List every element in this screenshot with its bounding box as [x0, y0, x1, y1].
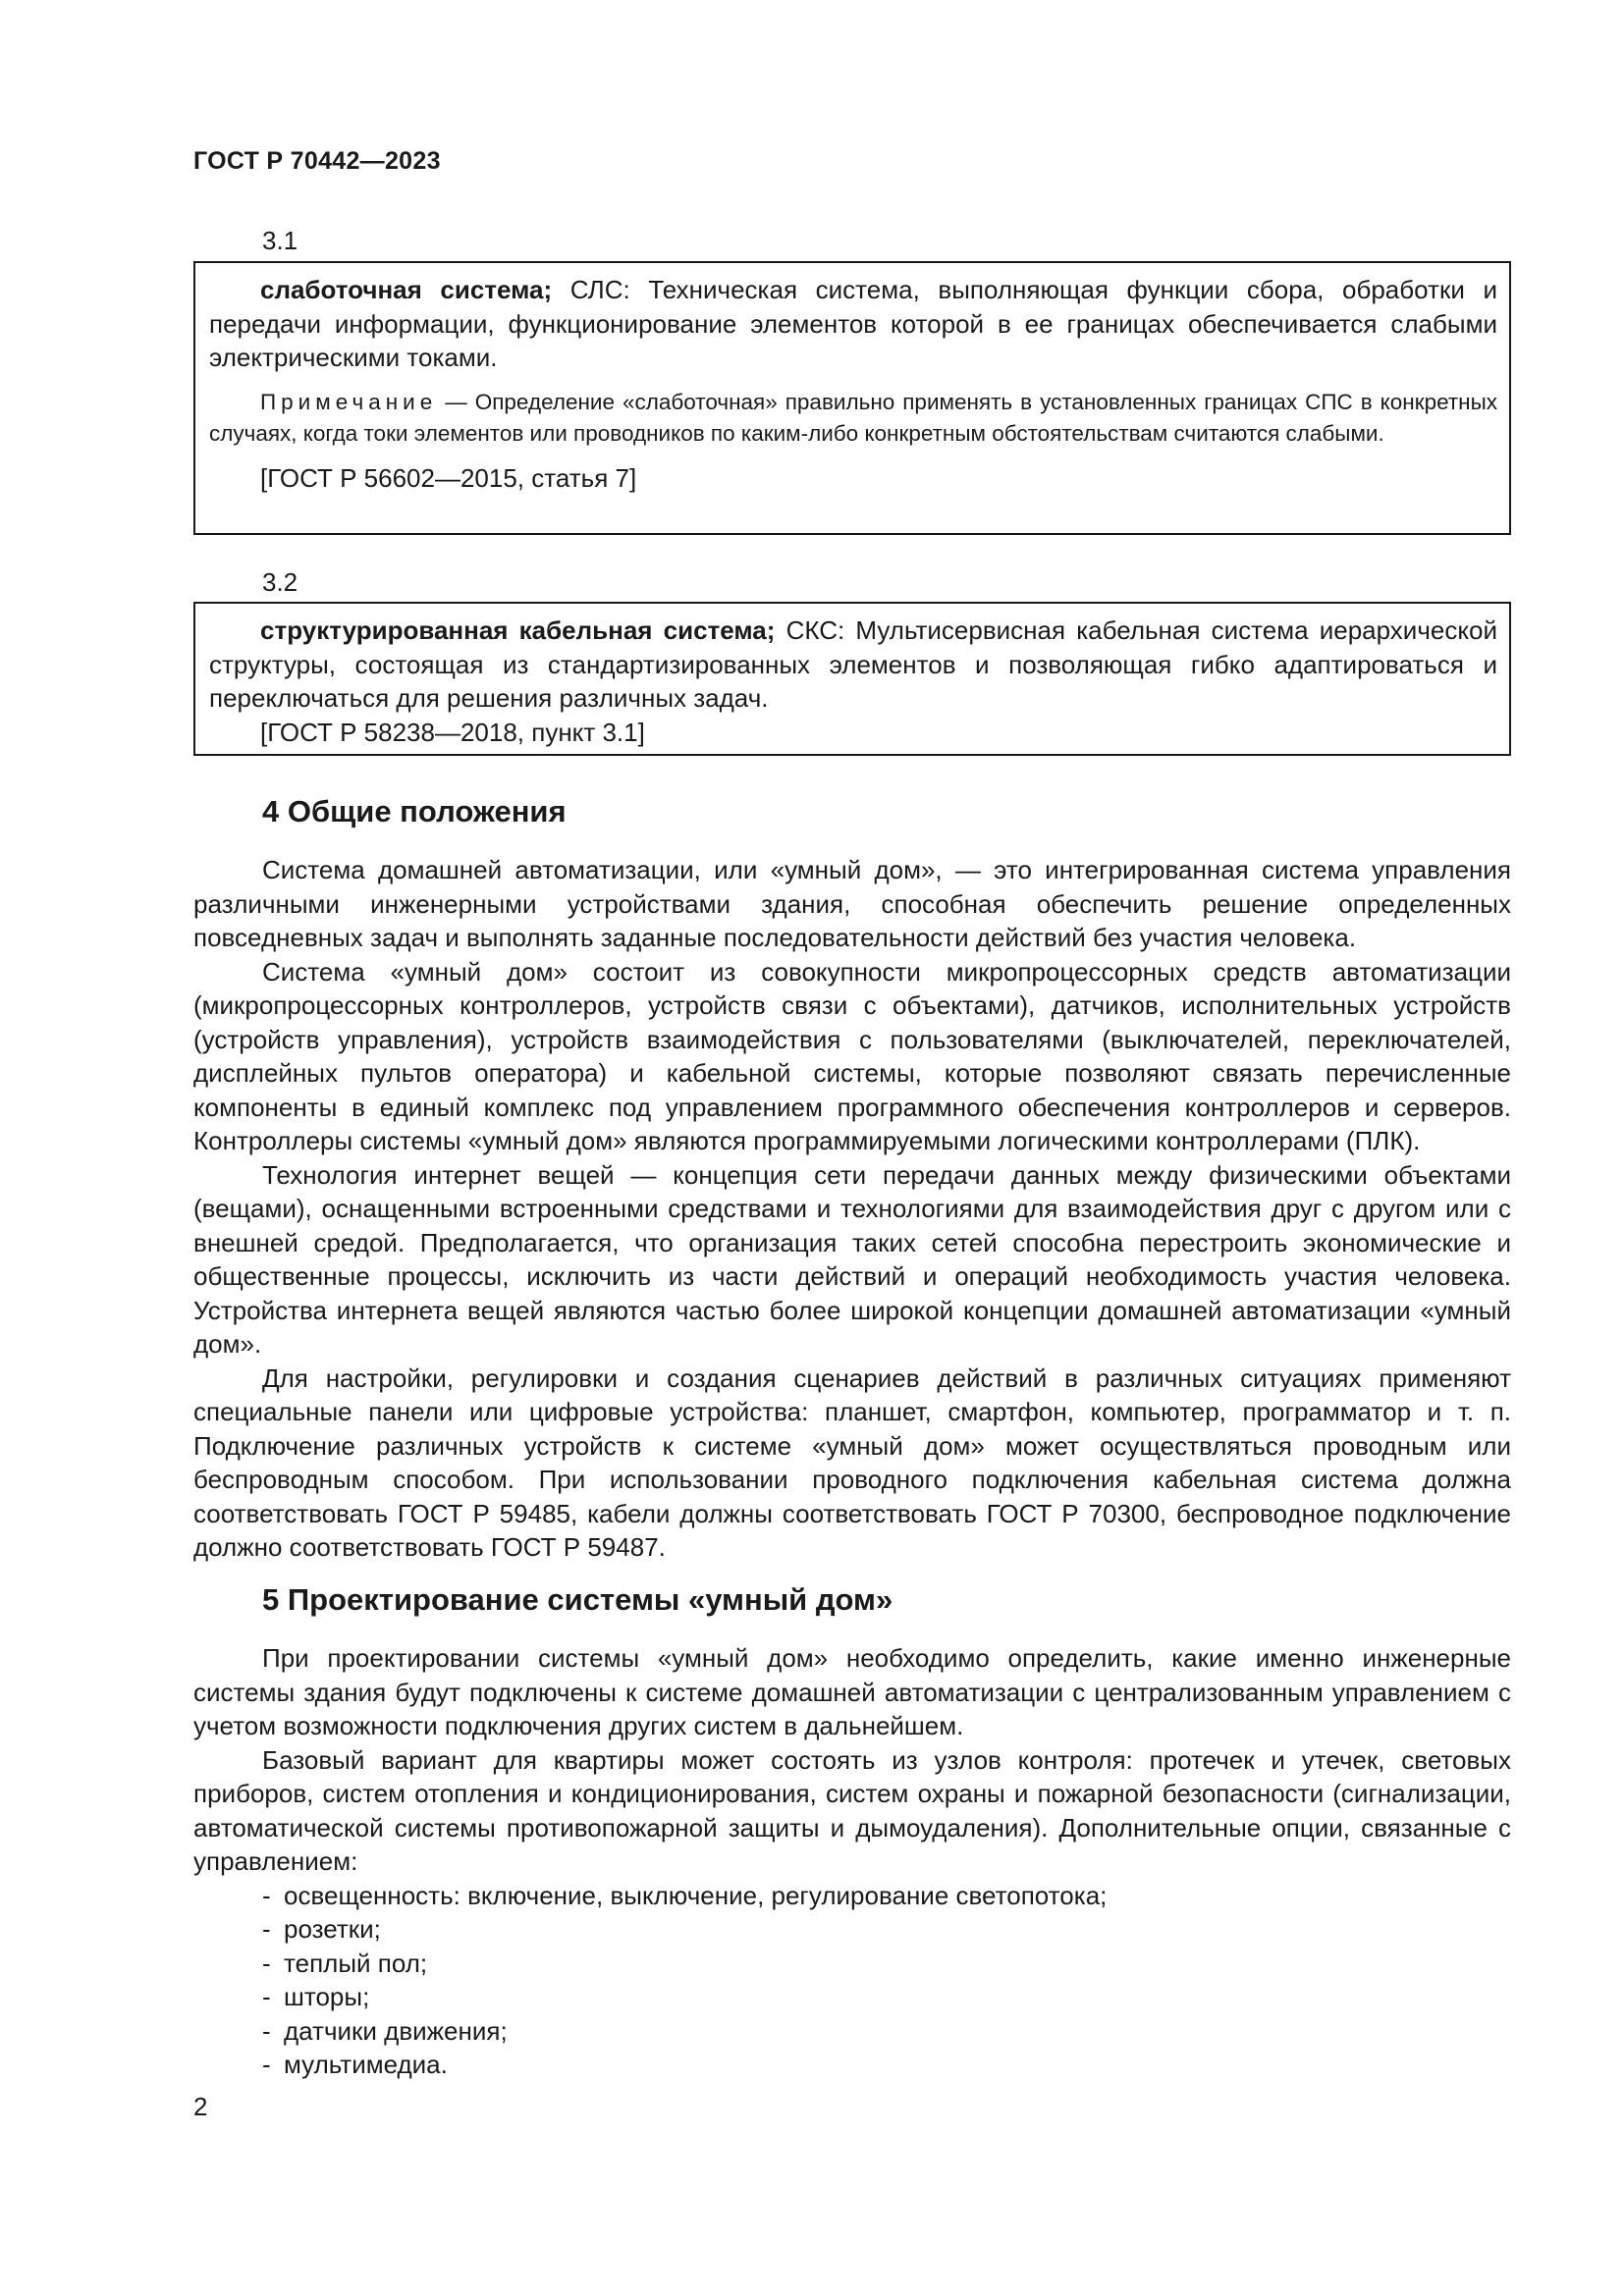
list-marker: -: [262, 2015, 271, 2046]
options-list: [193, 1879, 1511, 2082]
paragraph: Базовый вариант для квартиры может состоять из узлов контроля: протечек и утечек, световых приборов, систем отопления и кондиционирования, систем охраны и пожарной безопасности (сигнализации, автоматической системы противопожарной защиты и дымоудаления). Дополнительные опции, связанные с управлением:: [193, 1744, 1511, 1876]
list-marker: -: [262, 2050, 271, 2079]
page-number: 2: [193, 2092, 208, 2121]
list-item: [262, 1912, 1511, 1947]
list-marker: -: [262, 1880, 271, 1910]
paragraph: При проектировании системы «умный дом» необходимо определить, какие именно инженерные системы здания будут подключены к системе домашней автоматизации с централизованным управлением с учетом возможности подключения других систем в дальнейшем.: [193, 1643, 1511, 1740]
list-item-text: датчики движения;: [284, 2015, 508, 2046]
term-definition-box: [193, 261, 1511, 535]
section-body: [193, 1641, 1511, 2082]
term-definition: [209, 614, 1497, 716]
list-item-text: теплый пол;: [284, 1948, 428, 1978]
paragraph: Для настройки, регулировки и создания сценариев действий в различных ситуациях применяют специальные панели или цифровые устройства: планшет, смартфон, компьютер, программатор и т. п. Подключение различных устройств к системе «умный дом» может осуществляться проводным или беспроводным способом. При использовании проводного подключения кабельная система должна соответствовать ГОСТ Р 59485, кабели должны соответствовать ГОСТ Р 70300, беспроводное подключение должно соответствовать ГОСТ Р 59487.: [193, 1362, 1511, 1562]
section-heading: 4 Общие положения: [262, 794, 567, 828]
list-marker: -: [262, 1914, 271, 1944]
paragraph: Технология интернет вещей — концепция сети передачи данных между физическими объектами (вещами), оснащенными встроенными средствами и технологиями для взаимодействия друг с другом или с внешней средой. Предполагается, что организация таких сетей способна перестроить экономические и общественные процессы, исключить из части действий и операций необходимость участия человека. Устройства интернета вещей являются частью более широкой концепции домашней автоматизации «умный дом».: [193, 1159, 1511, 1359]
term-source: [ГОСТ Р 56602—2015, статья 7]: [260, 462, 637, 493]
list-item: [262, 1879, 1511, 1913]
list-item-text: розетки;: [284, 1914, 381, 1944]
list-item-text: шторы;: [284, 1982, 370, 2011]
note-label: Примечание: [260, 389, 438, 414]
term-definition: [209, 273, 1497, 375]
term-name: слаботочная система;: [260, 275, 553, 304]
list-marker: -: [262, 1948, 271, 1978]
section-heading: 5 Проектирование системы «умный дом»: [262, 1582, 893, 1617]
list-item: [262, 2048, 1511, 2082]
term-definition-text: СКС: Мультисервисная кабельная система иерархической структуры, состоящая из стандартизированных элементов и позволяющая гибко адаптироваться и переключаться для решения различных задач.: [209, 615, 1497, 713]
list-marker: -: [262, 1982, 271, 2011]
list-item-text: мультимедиа.: [284, 2050, 448, 2079]
list-item-text: освещенность: включение, выключение, регулирование светопотока;: [284, 1880, 1108, 1910]
list-item: [262, 1980, 1511, 2014]
term-number: 3.2: [262, 567, 298, 597]
list-item: [262, 2014, 1511, 2049]
term-number: 3.1: [262, 226, 298, 255]
section-body: [193, 853, 1511, 1565]
note-text: — Определение «слаботочная» правильно применять в установленных границах СПС в конкретных случаях, когда токи элементов или проводников по каким-либо конкретным обстоятельствам считаются слабыми.: [209, 389, 1497, 446]
list-item: [262, 1947, 1511, 1981]
paragraph: Система домашней автоматизации, или «умный дом», — это интегрированная система управления различными инженерными устройствами здания, способная обеспечить решение определенных повседневных задач и выполнять заданные последовательности действий без участия человека.: [193, 855, 1511, 952]
term-definition-box: [193, 602, 1511, 756]
term-name: структурированная кабельная система;: [260, 615, 776, 645]
term-source: [ГОСТ Р 58238—2018, пункт 3.1]: [260, 717, 645, 747]
document-code: ГОСТ Р 70442—2023: [193, 147, 441, 175]
term-definition-text: СЛС: Техническая система, выполняющая функции сбора, обработки и передачи информации, функционирование элементов которой в ее границах обеспечивается слабыми электрическими токами.: [209, 275, 1497, 372]
term-note: [209, 387, 1497, 450]
paragraph: Система «умный дом» состоит из совокупности микропроцессорных средств автоматизации (микропроцессорных контроллеров, устройств связи с объектами), датчиков, исполнительных устройств (устройств управления), устройств взаимодействия с пользователями (выключателей, переключателей, дисплейных пультов оператора) и кабельной системы, которые позволяют связать перечисленные компоненты в единый комплекс под управлением программного обеспечения контроллеров и серверов. Контроллеры системы «умный дом» являются программируемыми логическими контроллерами (ПЛК).: [193, 956, 1511, 1155]
